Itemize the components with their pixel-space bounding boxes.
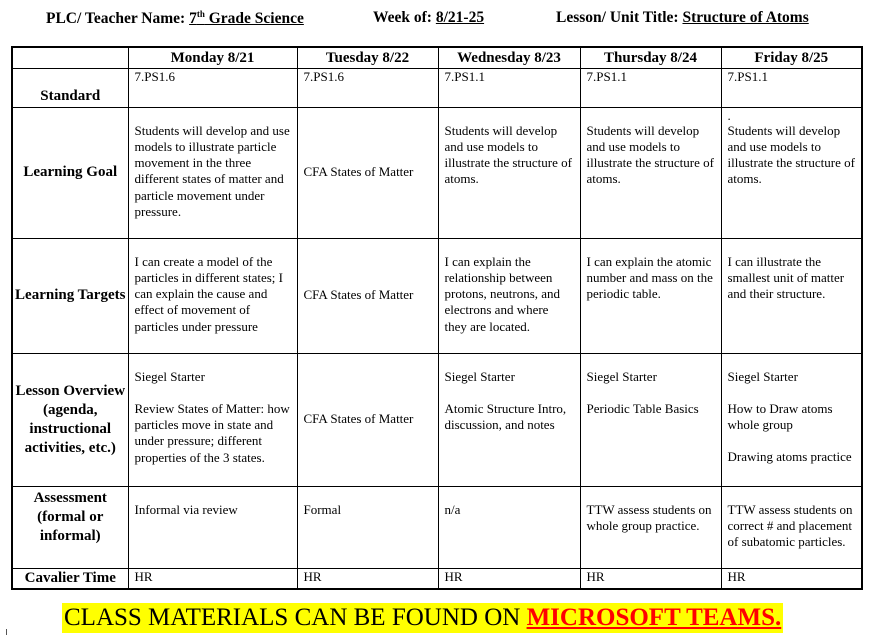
table-cell: 7.PS1.1 bbox=[438, 68, 580, 107]
teacher-field bbox=[46, 9, 304, 28]
table-cell: 7.PS1.1 bbox=[580, 68, 721, 107]
cell-text: Siegel Starter bbox=[444, 368, 515, 384]
table-cell: n/a bbox=[438, 486, 580, 568]
learning-goal-row bbox=[12, 107, 862, 238]
cell-text: How to Draw atoms whole group bbox=[727, 400, 833, 433]
table-cell: Informal via review bbox=[128, 486, 297, 568]
microsoft-teams-link[interactable]: MICROSOFT TEAMS. bbox=[526, 604, 782, 631]
cell-text: Periodic Table Basics bbox=[586, 400, 699, 416]
week-label: Week of: bbox=[373, 9, 432, 26]
teacher-value bbox=[189, 10, 304, 27]
cell-text: Siegel Starter bbox=[586, 368, 657, 384]
week-value: 8/21-25 bbox=[435, 9, 485, 26]
table-cell: I can explain the atomic number and mass on the periodic table. bbox=[580, 238, 721, 353]
row-label: Learning Targets bbox=[12, 238, 128, 353]
table-cell: Formal bbox=[297, 486, 438, 568]
cell-text: Drawing atoms practice bbox=[727, 449, 852, 465]
table-cell: HR bbox=[580, 568, 721, 589]
learning-targets-row bbox=[12, 238, 862, 353]
stray-dot: . bbox=[727, 107, 731, 123]
table-cell bbox=[580, 353, 721, 486]
row-label: Standard bbox=[12, 68, 128, 107]
row-label: Assessment (formal or informal) bbox=[12, 486, 128, 568]
cell-text: Siegel Starter bbox=[727, 368, 798, 384]
day-header: Wednesday 8/23 bbox=[438, 47, 580, 68]
table-cell bbox=[721, 353, 862, 486]
table-cell: I can explain the relationship between protons, neutrons, and electrons and where they are located. bbox=[438, 238, 580, 353]
text-cursor-mark bbox=[6, 629, 7, 635]
table-cell bbox=[297, 353, 438, 486]
table-cell: I can illustrate the smallest unit of matter and their structure. bbox=[721, 238, 862, 353]
week-field bbox=[373, 9, 506, 27]
day-header: Friday 8/25 bbox=[721, 47, 862, 68]
table-cell: Students will develop and use models to illustrate the structure of atoms. bbox=[580, 107, 721, 238]
table-cell: TTW assess students on whole group practice. bbox=[580, 486, 721, 568]
grade-suffix: th bbox=[196, 9, 205, 19]
day-header: Tuesday 8/22 bbox=[297, 47, 438, 68]
cell-text: Students will develop and use models to illustrate the structure of atoms. bbox=[727, 122, 855, 187]
corner-cell bbox=[12, 47, 128, 68]
table-cell: CFA States of Matter bbox=[297, 107, 438, 238]
table-cell bbox=[438, 353, 580, 486]
table-cell: 7.PS1.6 bbox=[297, 68, 438, 107]
lesson-label: Lesson/ Unit Title: bbox=[556, 9, 679, 26]
row-label: Cavalier Time bbox=[12, 568, 128, 589]
class-materials-banner bbox=[62, 603, 783, 633]
table-cell: HR bbox=[721, 568, 862, 589]
table-cell: TTW assess students on correct # and placement of subatomic particles. bbox=[721, 486, 862, 568]
day-header: Thursday 8/24 bbox=[580, 47, 721, 68]
cavalier-time-row bbox=[12, 568, 862, 589]
table-cell: 7.PS1.1 bbox=[721, 68, 862, 107]
table-cell: Students will develop and use models to illustrate particle movement in the three different states of matter and particle movement under pressure. bbox=[128, 107, 297, 238]
table-cell bbox=[721, 107, 862, 238]
table-cell bbox=[128, 353, 297, 486]
cell-text: Atomic Structure Intro, discussion, and notes bbox=[444, 400, 567, 433]
row-label: Lesson Overview (agenda, instructional activities, etc.) bbox=[12, 353, 128, 486]
table-cell: HR bbox=[297, 568, 438, 589]
day-header: Monday 8/21 bbox=[128, 47, 297, 68]
table-cell: Students will develop and use models to illustrate the structure of atoms. bbox=[438, 107, 580, 238]
lesson-value: Structure of Atoms bbox=[682, 9, 809, 26]
grade-subject: Grade Science bbox=[204, 10, 304, 28]
cell-text: Siegel Starter bbox=[134, 368, 205, 384]
table-cell: HR bbox=[128, 568, 297, 589]
table-cell: HR bbox=[438, 568, 580, 589]
lesson-overview-row bbox=[12, 353, 862, 486]
lesson-plan-table bbox=[11, 46, 863, 590]
table-cell: I can create a model of the particles in different states; I can explain the cause and effect of movement of particles under pressure bbox=[128, 238, 297, 353]
banner-text: CLASS MATERIALS CAN BE FOUND ON bbox=[64, 604, 527, 631]
standard-row bbox=[12, 68, 862, 107]
row-label: Learning Goal bbox=[12, 107, 128, 238]
table-cell: CFA States of Matter bbox=[297, 238, 438, 353]
grade-number: 7 bbox=[189, 10, 197, 28]
days-header-row bbox=[12, 47, 862, 68]
lesson-field bbox=[556, 9, 809, 27]
teacher-label: PLC/ Teacher Name: bbox=[46, 10, 186, 28]
assessment-row bbox=[12, 486, 862, 568]
cell-text: Review States of Matter: how particles move in state and under pressure; different properties of the 3 states. bbox=[134, 400, 290, 465]
table-cell: 7.PS1.6 bbox=[128, 68, 297, 107]
cell-text: CFA States of Matter bbox=[303, 411, 414, 427]
